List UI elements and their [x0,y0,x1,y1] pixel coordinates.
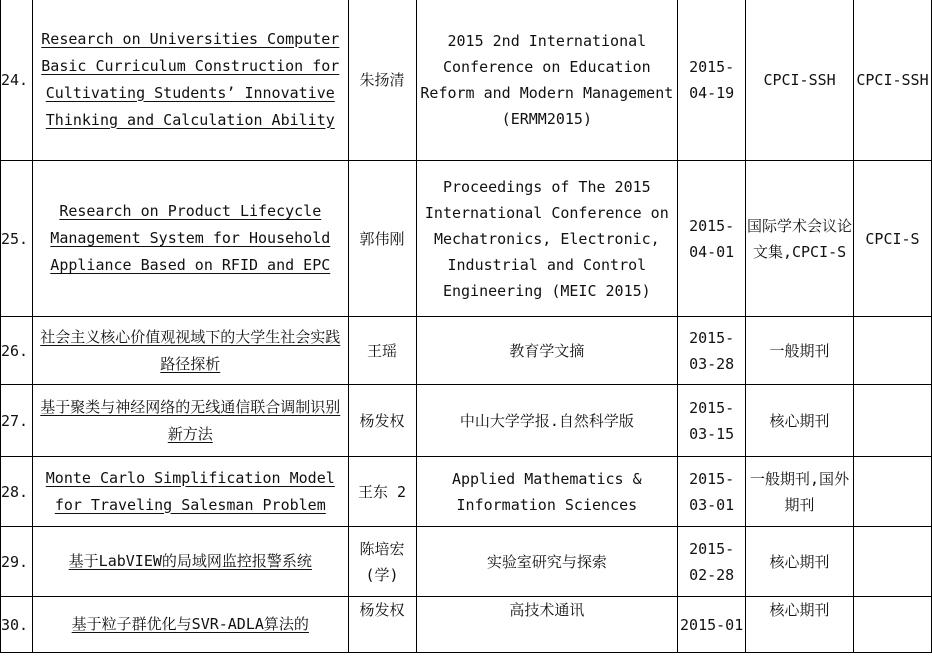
author-cell: 杨发权 [348,597,416,653]
date-cell: 2015-04-01 [678,161,746,317]
venue-cell: Proceedings of The 2015 International Conference on Mechatronics, Electronic, Industrial and Control Engineering (MEIC 2015) [416,161,678,317]
category-cell: 核心期刊 [746,527,854,597]
row-number: 26. [1,317,33,385]
category-cell: 一般期刊,国外期刊 [746,457,854,527]
row-number: 28. [1,457,33,527]
author-cell: 王瑶 [348,317,416,385]
paper-title: Monte Carlo Simplification Model for Traveling Salesman Problem [32,457,348,527]
date-cell: 2015-01 [678,597,746,653]
index-cell [854,385,932,457]
table-row [1,161,932,317]
venue-cell: 中山大学学报.自然科学版 [416,385,678,457]
paper-title: Research on Product Lifecycle Management System for Household Appliance Based on RFID and EPC [32,161,348,317]
category-cell: 核心期刊 [746,385,854,457]
date-cell: 2015-03-15 [678,385,746,457]
table-row [1,457,932,527]
category-cell: CPCI-SSH [746,0,854,161]
venue-cell: 实验室研究与探索 [416,527,678,597]
paper-title: Research on Universities Computer Basic Curriculum Construction for Cultivating Students’ Innovative Thinking and Calculation Ability [32,0,348,161]
table-row [1,385,932,457]
author-cell: 王东 2 [348,457,416,527]
venue-cell: 教育学文摘 [416,317,678,385]
table-row [1,527,932,597]
author-cell: 郭伟刚 [348,161,416,317]
author-cell: 杨发权 [348,385,416,457]
venue-cell: Applied Mathematics & Information Sciences [416,457,678,527]
venue-cell: 高技术通讯 [416,597,678,653]
author-cell: 朱扬清 [348,0,416,161]
row-number: 29. [1,527,33,597]
row-number: 25. [1,161,33,317]
index-cell [854,457,932,527]
date-cell: 2015-04-19 [678,0,746,161]
venue-cell: 2015 2nd International Conference on Education Reform and Modern Management (ERMM2015) [416,0,678,161]
paper-title: 基于LabVIEW的局域网监控报警系统 [32,527,348,597]
row-number: 27. [1,385,33,457]
index-cell [854,597,932,653]
category-cell: 核心期刊 [746,597,854,653]
paper-title: 基于粒子群优化与SVR-ADLA算法的 [32,597,348,653]
index-cell: CPCI-SSH [854,0,932,161]
date-cell: 2015-03-28 [678,317,746,385]
author-cell: 陈培宏(学) [348,527,416,597]
row-number: 24. [1,0,33,161]
table-row [1,317,932,385]
category-cell: 一般期刊 [746,317,854,385]
index-cell: CPCI-S [854,161,932,317]
paper-title: 社会主义核心价值观视域下的大学生社会实践路径探析 [32,317,348,385]
table-row [1,597,932,653]
paper-title: 基于聚类与神经网络的无线通信联合调制识别新方法 [32,385,348,457]
category-cell: 国际学术会议论文集,CPCI-S [746,161,854,317]
index-cell [854,317,932,385]
table-row [1,0,932,161]
date-cell: 2015-02-28 [678,527,746,597]
date-cell: 2015-03-01 [678,457,746,527]
index-cell [854,527,932,597]
row-number: 30. [1,597,33,653]
